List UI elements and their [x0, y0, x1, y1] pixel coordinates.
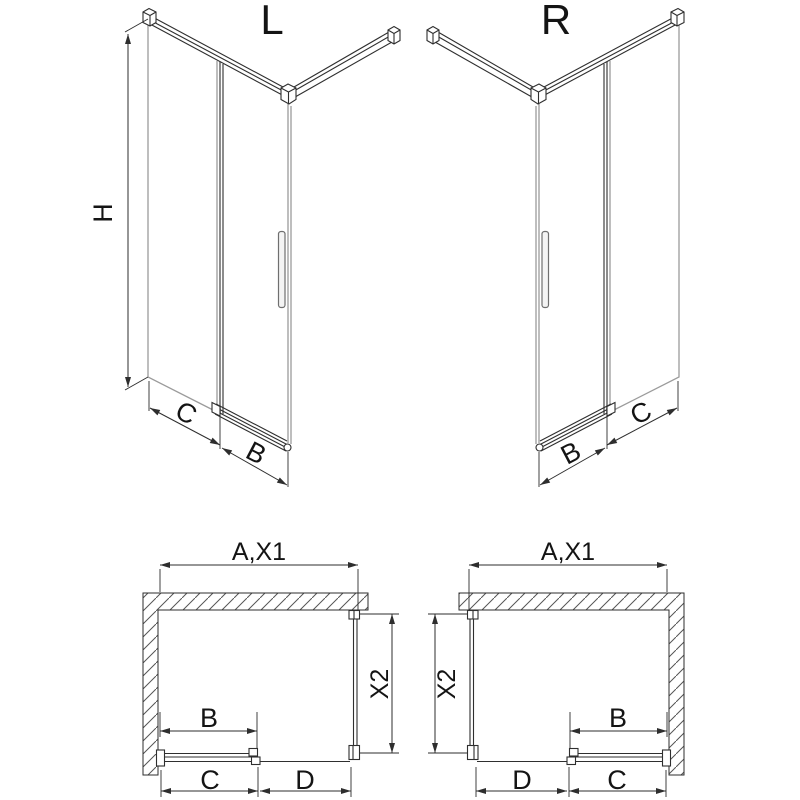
dim-label-c-plan-right: C — [607, 765, 627, 795]
dim-label-d-plan-right: D — [512, 765, 532, 795]
variant-label-left: L — [260, 0, 284, 43]
dim-label-d-plan-left: D — [295, 765, 315, 795]
dim-label-b-iso-left: B — [241, 435, 272, 471]
dim-label-c-iso-right: C — [625, 395, 657, 431]
wall-plan-right — [459, 593, 684, 775]
variant-label-right: R — [540, 0, 572, 43]
dim-label-b-plan-left: B — [199, 703, 219, 733]
dim-label-c-iso-left: C — [170, 395, 202, 431]
dim-label-b-iso-right: B — [555, 435, 586, 471]
dim-label-x2-plan-left: X2 — [366, 668, 394, 700]
dim-label-b-plan-right: B — [608, 703, 628, 733]
dim-h-left — [125, 19, 148, 390]
dim-label-ax1-plan-right: A,X1 — [540, 538, 596, 566]
dim-label-h: H — [88, 203, 118, 223]
dim-label-ax1-plan-left: A,X1 — [231, 538, 287, 566]
wall-plan-left — [143, 593, 368, 775]
dim-label-c-plan-left: C — [200, 765, 220, 795]
dim-label-x2-plan-right: X2 — [433, 668, 461, 700]
